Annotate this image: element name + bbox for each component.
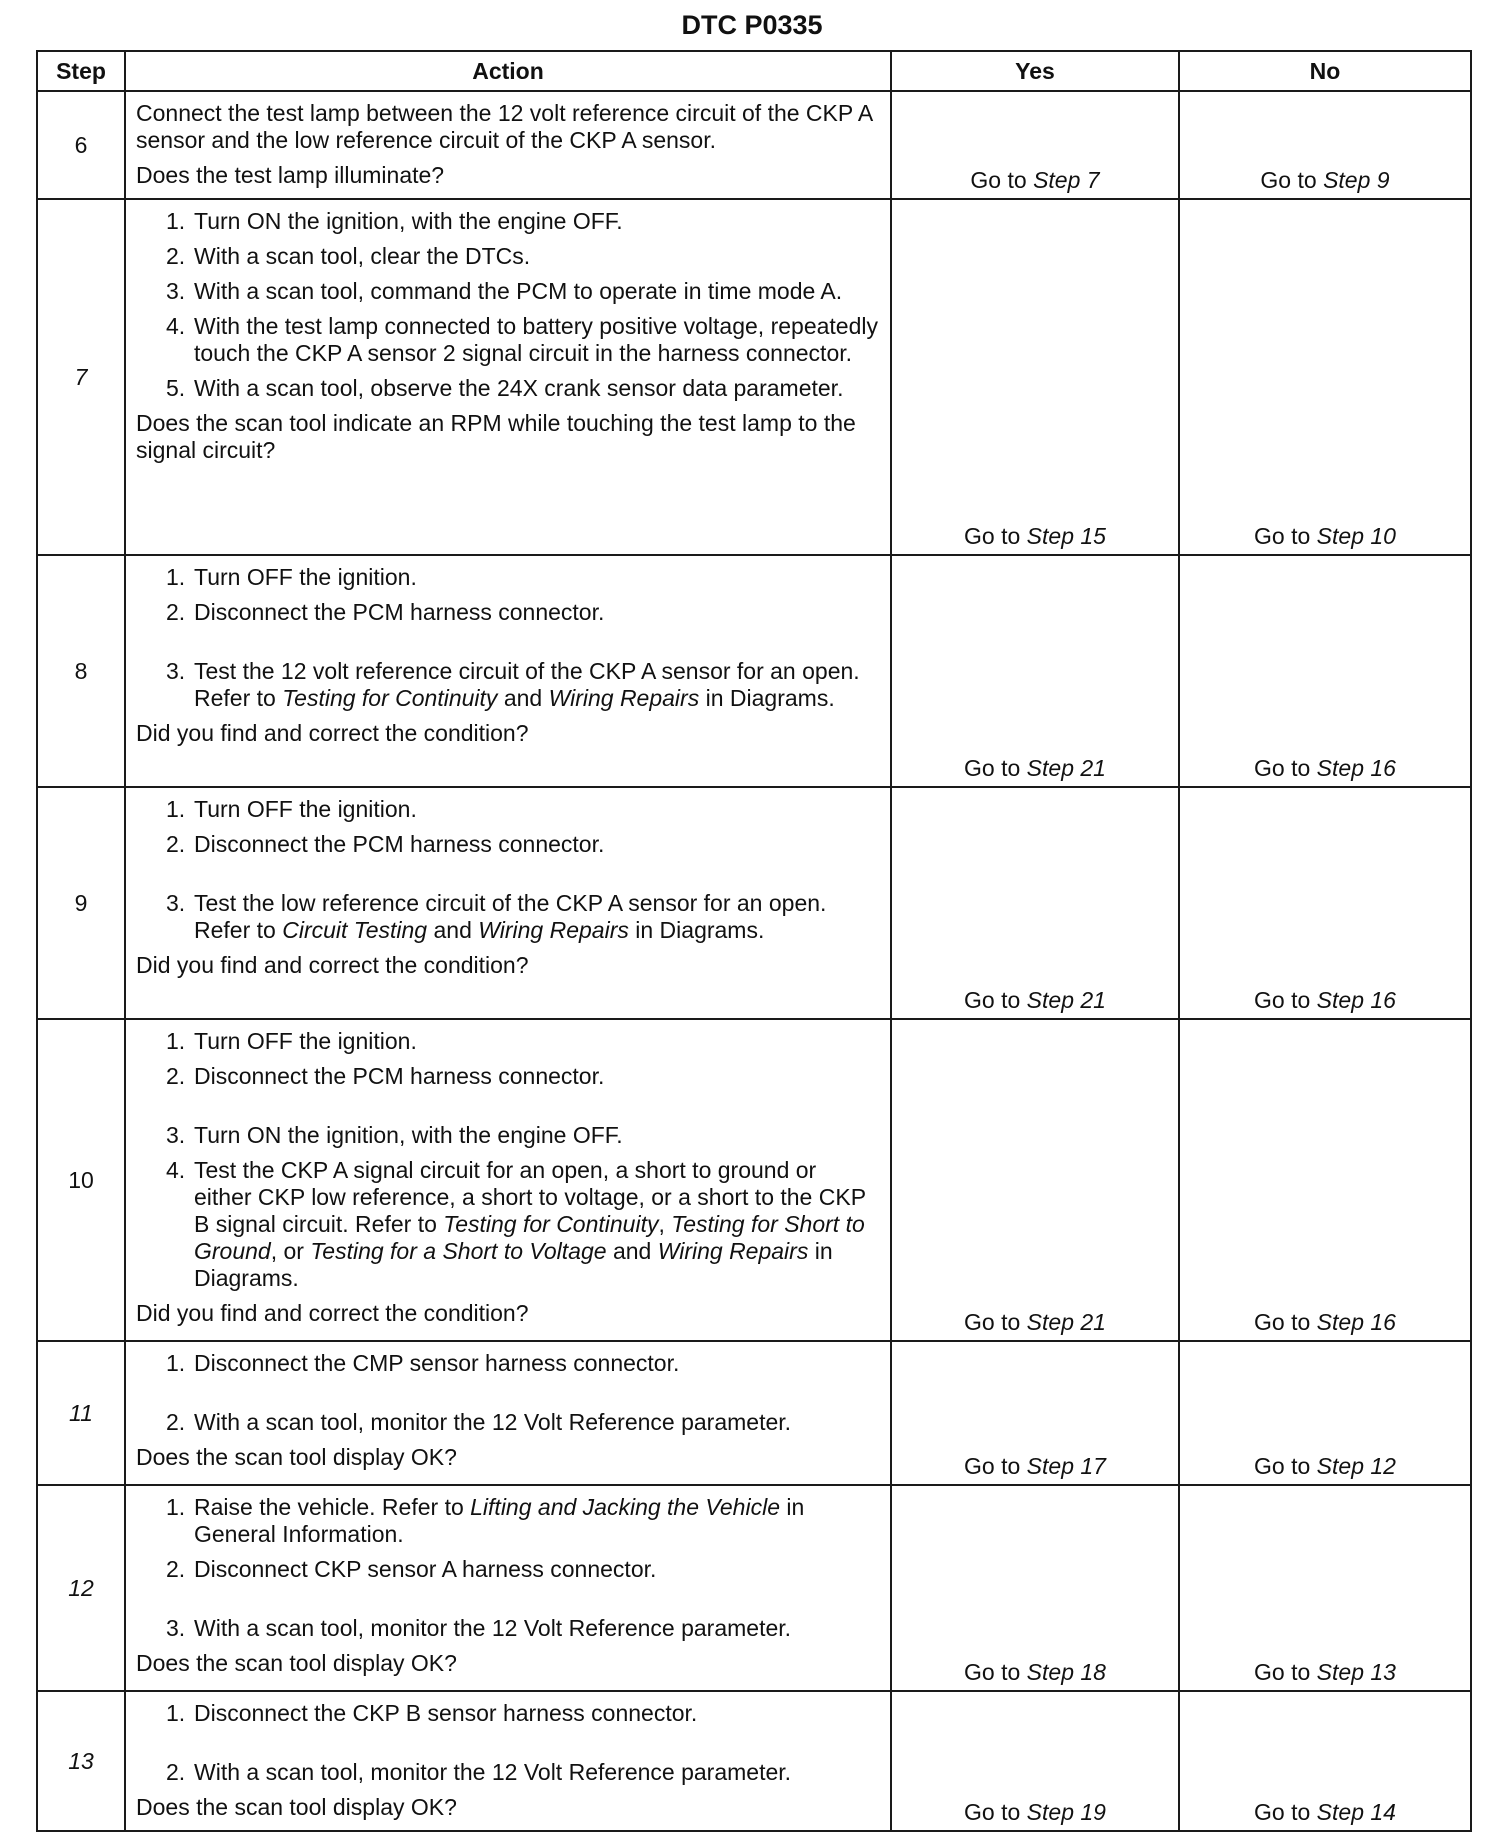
goto-prefix: Go to bbox=[964, 1799, 1021, 1825]
goto-prefix: Go to bbox=[1254, 987, 1311, 1013]
goto-prefix: Go to bbox=[1254, 1799, 1311, 1825]
yes-cell bbox=[891, 1019, 1179, 1341]
no-cell bbox=[1179, 199, 1471, 555]
goto-prefix: Go to bbox=[970, 167, 1027, 193]
no-cell bbox=[1179, 1341, 1471, 1485]
header-no: No bbox=[1179, 51, 1471, 91]
yes-cell bbox=[891, 1341, 1179, 1485]
substep: 2. Disconnect CKP sensor A harness connector. bbox=[166, 1556, 657, 1582]
substep-list bbox=[136, 1350, 880, 1436]
goto-prefix: Go to bbox=[964, 523, 1021, 549]
no-link[interactable]: Step 16 bbox=[1316, 1309, 1396, 1335]
header-step: Step bbox=[37, 51, 125, 91]
substep-list bbox=[136, 796, 880, 944]
table-row-step-13 bbox=[37, 1691, 1471, 1831]
substep: 3. Turn ON the ignition, with the engine OFF. bbox=[166, 1122, 623, 1148]
action-question: Does the scan tool display OK? bbox=[136, 1650, 457, 1676]
substep: 1. Disconnect the CMP sensor harness connector. bbox=[166, 1350, 680, 1376]
goto-prefix: Go to bbox=[964, 1659, 1021, 1685]
diagnostic-table bbox=[36, 50, 1472, 1832]
step-number: 10 bbox=[37, 1019, 125, 1341]
yes-link[interactable]: Step 18 bbox=[1026, 1659, 1106, 1685]
action-text: Connect the test lamp between the 12 volt reference circuit of the CKP A sensor and the low reference circuit of the CKP A sensor. bbox=[136, 100, 872, 153]
yes-cell bbox=[891, 1485, 1179, 1691]
no-link[interactable]: Step 10 bbox=[1316, 523, 1396, 549]
action-cell bbox=[125, 1691, 891, 1831]
ref-link[interactable]: Testing for Short to Ground bbox=[194, 1211, 865, 1264]
step-number: 8 bbox=[37, 555, 125, 787]
substep: 2. Disconnect the PCM harness connector. bbox=[166, 831, 605, 857]
substep: 3. Test the low reference circuit of the CKP A sensor for an open. Refer to Circuit Testing and Wiring Repairs in Diagrams. bbox=[166, 890, 827, 943]
no-cell bbox=[1179, 787, 1471, 1019]
substep-list bbox=[136, 208, 880, 402]
substep: 1. Turn OFF the ignition. bbox=[166, 1028, 417, 1054]
substep: 1. Turn ON the ignition, with the engine OFF. bbox=[166, 208, 623, 234]
table-row-step-12 bbox=[37, 1485, 1471, 1691]
no-link[interactable]: Step 9 bbox=[1323, 167, 1390, 193]
step-number: 11 bbox=[37, 1341, 125, 1485]
yes-cell bbox=[891, 1691, 1179, 1831]
action-question: Did you find and correct the condition? bbox=[136, 952, 529, 978]
no-cell bbox=[1179, 555, 1471, 787]
goto-prefix: Go to bbox=[1254, 1309, 1311, 1335]
ref-link[interactable]: Wiring Repairs bbox=[478, 917, 629, 943]
action-cell bbox=[125, 199, 891, 555]
substep-list bbox=[136, 1700, 880, 1786]
page-title: DTC P0335 bbox=[681, 10, 823, 40]
ref-link[interactable]: Testing for Continuity bbox=[443, 1211, 659, 1237]
goto-prefix: Go to bbox=[964, 755, 1021, 781]
step-number: 12 bbox=[37, 1485, 125, 1691]
yes-link[interactable]: Step 21 bbox=[1026, 1309, 1106, 1335]
goto-prefix: Go to bbox=[964, 987, 1021, 1013]
goto-prefix: Go to bbox=[1254, 1453, 1311, 1479]
ref-link[interactable]: Wiring Repairs bbox=[657, 1238, 809, 1264]
table-row-step-7 bbox=[37, 199, 1471, 555]
table-header-row bbox=[37, 51, 1471, 91]
action-question: Did you find and correct the condition? bbox=[136, 1300, 529, 1326]
action-question: Does the scan tool indicate an RPM while touching the test lamp to the signal circuit? bbox=[136, 410, 856, 463]
goto-prefix: Go to bbox=[1260, 167, 1317, 193]
no-cell bbox=[1179, 1019, 1471, 1341]
yes-link[interactable]: Step 7 bbox=[1033, 167, 1100, 193]
step-number: 13 bbox=[37, 1691, 125, 1831]
table-row-step-9 bbox=[37, 787, 1471, 1019]
action-question: Does the test lamp illuminate? bbox=[136, 162, 445, 188]
goto-prefix: Go to bbox=[964, 1309, 1021, 1335]
no-link[interactable]: Step 12 bbox=[1316, 1453, 1396, 1479]
no-cell bbox=[1179, 1691, 1471, 1831]
goto-prefix: Go to bbox=[1254, 755, 1311, 781]
ref-link[interactable]: Lifting and Jacking the Vehicle bbox=[470, 1494, 780, 1520]
substep: 1. Turn OFF the ignition. bbox=[166, 564, 417, 590]
yes-cell bbox=[891, 787, 1179, 1019]
substep: 4. With the test lamp connected to battery positive voltage, repeatedly touch the CKP A sensor 2 signal circuit in the harness connector. bbox=[166, 313, 878, 366]
action-cell bbox=[125, 1341, 891, 1485]
action-cell bbox=[125, 1019, 891, 1341]
table-row-step-6 bbox=[37, 91, 1471, 199]
table-row-step-8 bbox=[37, 555, 1471, 787]
substep: 2. With a scan tool, monitor the 12 Volt Reference parameter. bbox=[166, 1409, 792, 1435]
step-number: 6 bbox=[37, 91, 125, 199]
substep: 3. With a scan tool, monitor the 12 Volt Reference parameter. bbox=[166, 1615, 792, 1641]
action-question: Did you find and correct the condition? bbox=[136, 720, 529, 746]
substep: 5. With a scan tool, observe the 24X crank sensor data parameter. bbox=[166, 375, 844, 401]
action-cell bbox=[125, 1485, 891, 1691]
step-number: 7 bbox=[37, 199, 125, 555]
action-cell bbox=[125, 555, 891, 787]
substep: 2. Disconnect the PCM harness connector. bbox=[166, 1063, 605, 1089]
yes-cell bbox=[891, 555, 1179, 787]
no-link[interactable]: Step 13 bbox=[1316, 1659, 1396, 1685]
substep-list bbox=[136, 1494, 880, 1642]
substep-list bbox=[136, 1028, 880, 1292]
no-cell bbox=[1179, 1485, 1471, 1691]
no-link[interactable]: Step 16 bbox=[1316, 987, 1396, 1013]
ref-link[interactable]: Testing for a Short to Voltage bbox=[310, 1238, 607, 1264]
yes-cell bbox=[891, 91, 1179, 199]
goto-prefix: Go to bbox=[1254, 1659, 1311, 1685]
step-number: 9 bbox=[37, 787, 125, 1019]
yes-link[interactable]: Step 21 bbox=[1026, 987, 1106, 1013]
no-cell bbox=[1179, 91, 1471, 199]
header-action: Action bbox=[125, 51, 891, 91]
substep: 2. With a scan tool, clear the DTCs. bbox=[166, 243, 531, 269]
goto-prefix: Go to bbox=[1254, 523, 1311, 549]
substep: 4. Test the CKP A signal circuit for an open, a short to ground or either CKP low reference, a short to voltage, or a short to the CKP B signal circuit. Refer to Testing for Continuity, Testing for Short to Ground, or Testing for a Short to Voltage and Wiring Repairs in Diagrams. bbox=[166, 1157, 866, 1291]
yes-link[interactable]: Step 17 bbox=[1026, 1453, 1106, 1479]
ref-link[interactable]: Circuit Testing bbox=[282, 917, 428, 943]
substep: 2. Disconnect the PCM harness connector. bbox=[166, 599, 605, 625]
substep-list bbox=[136, 564, 880, 712]
ref-link[interactable]: Wiring Repairs bbox=[548, 685, 700, 711]
action-question: Does the scan tool display OK? bbox=[136, 1444, 457, 1470]
action-cell bbox=[125, 787, 891, 1019]
substep: 2. With a scan tool, monitor the 12 Volt Reference parameter. bbox=[166, 1759, 792, 1785]
substep: 1. Raise the vehicle. Refer to Lifting and Jacking the Vehicle in General Information. bbox=[166, 1494, 805, 1547]
substep: 3. With a scan tool, command the PCM to operate in time mode A. bbox=[166, 278, 843, 304]
yes-cell bbox=[891, 199, 1179, 555]
substep: 1. Turn OFF the ignition. bbox=[166, 796, 417, 822]
table-row-step-11 bbox=[37, 1341, 1471, 1485]
yes-link[interactable]: Step 21 bbox=[1026, 755, 1106, 781]
goto-prefix: Go to bbox=[964, 1453, 1021, 1479]
table-row-step-10 bbox=[37, 1019, 1471, 1341]
header-yes: Yes bbox=[891, 51, 1179, 91]
substep: 3. Test the 12 volt reference circuit of the CKP A sensor for an open. Refer to Testing for Continuity and Wiring Repairs in Diagrams. bbox=[166, 658, 860, 711]
action-question: Does the scan tool display OK? bbox=[136, 1794, 457, 1820]
yes-link[interactable]: Step 19 bbox=[1026, 1799, 1106, 1825]
no-link[interactable]: Step 14 bbox=[1316, 1799, 1396, 1825]
yes-link[interactable]: Step 15 bbox=[1026, 523, 1106, 549]
ref-link[interactable]: Testing for Continuity bbox=[282, 685, 498, 711]
action-cell bbox=[125, 91, 891, 199]
no-link[interactable]: Step 16 bbox=[1316, 755, 1396, 781]
substep: 1. Disconnect the CKP B sensor harness connector. bbox=[166, 1700, 698, 1726]
